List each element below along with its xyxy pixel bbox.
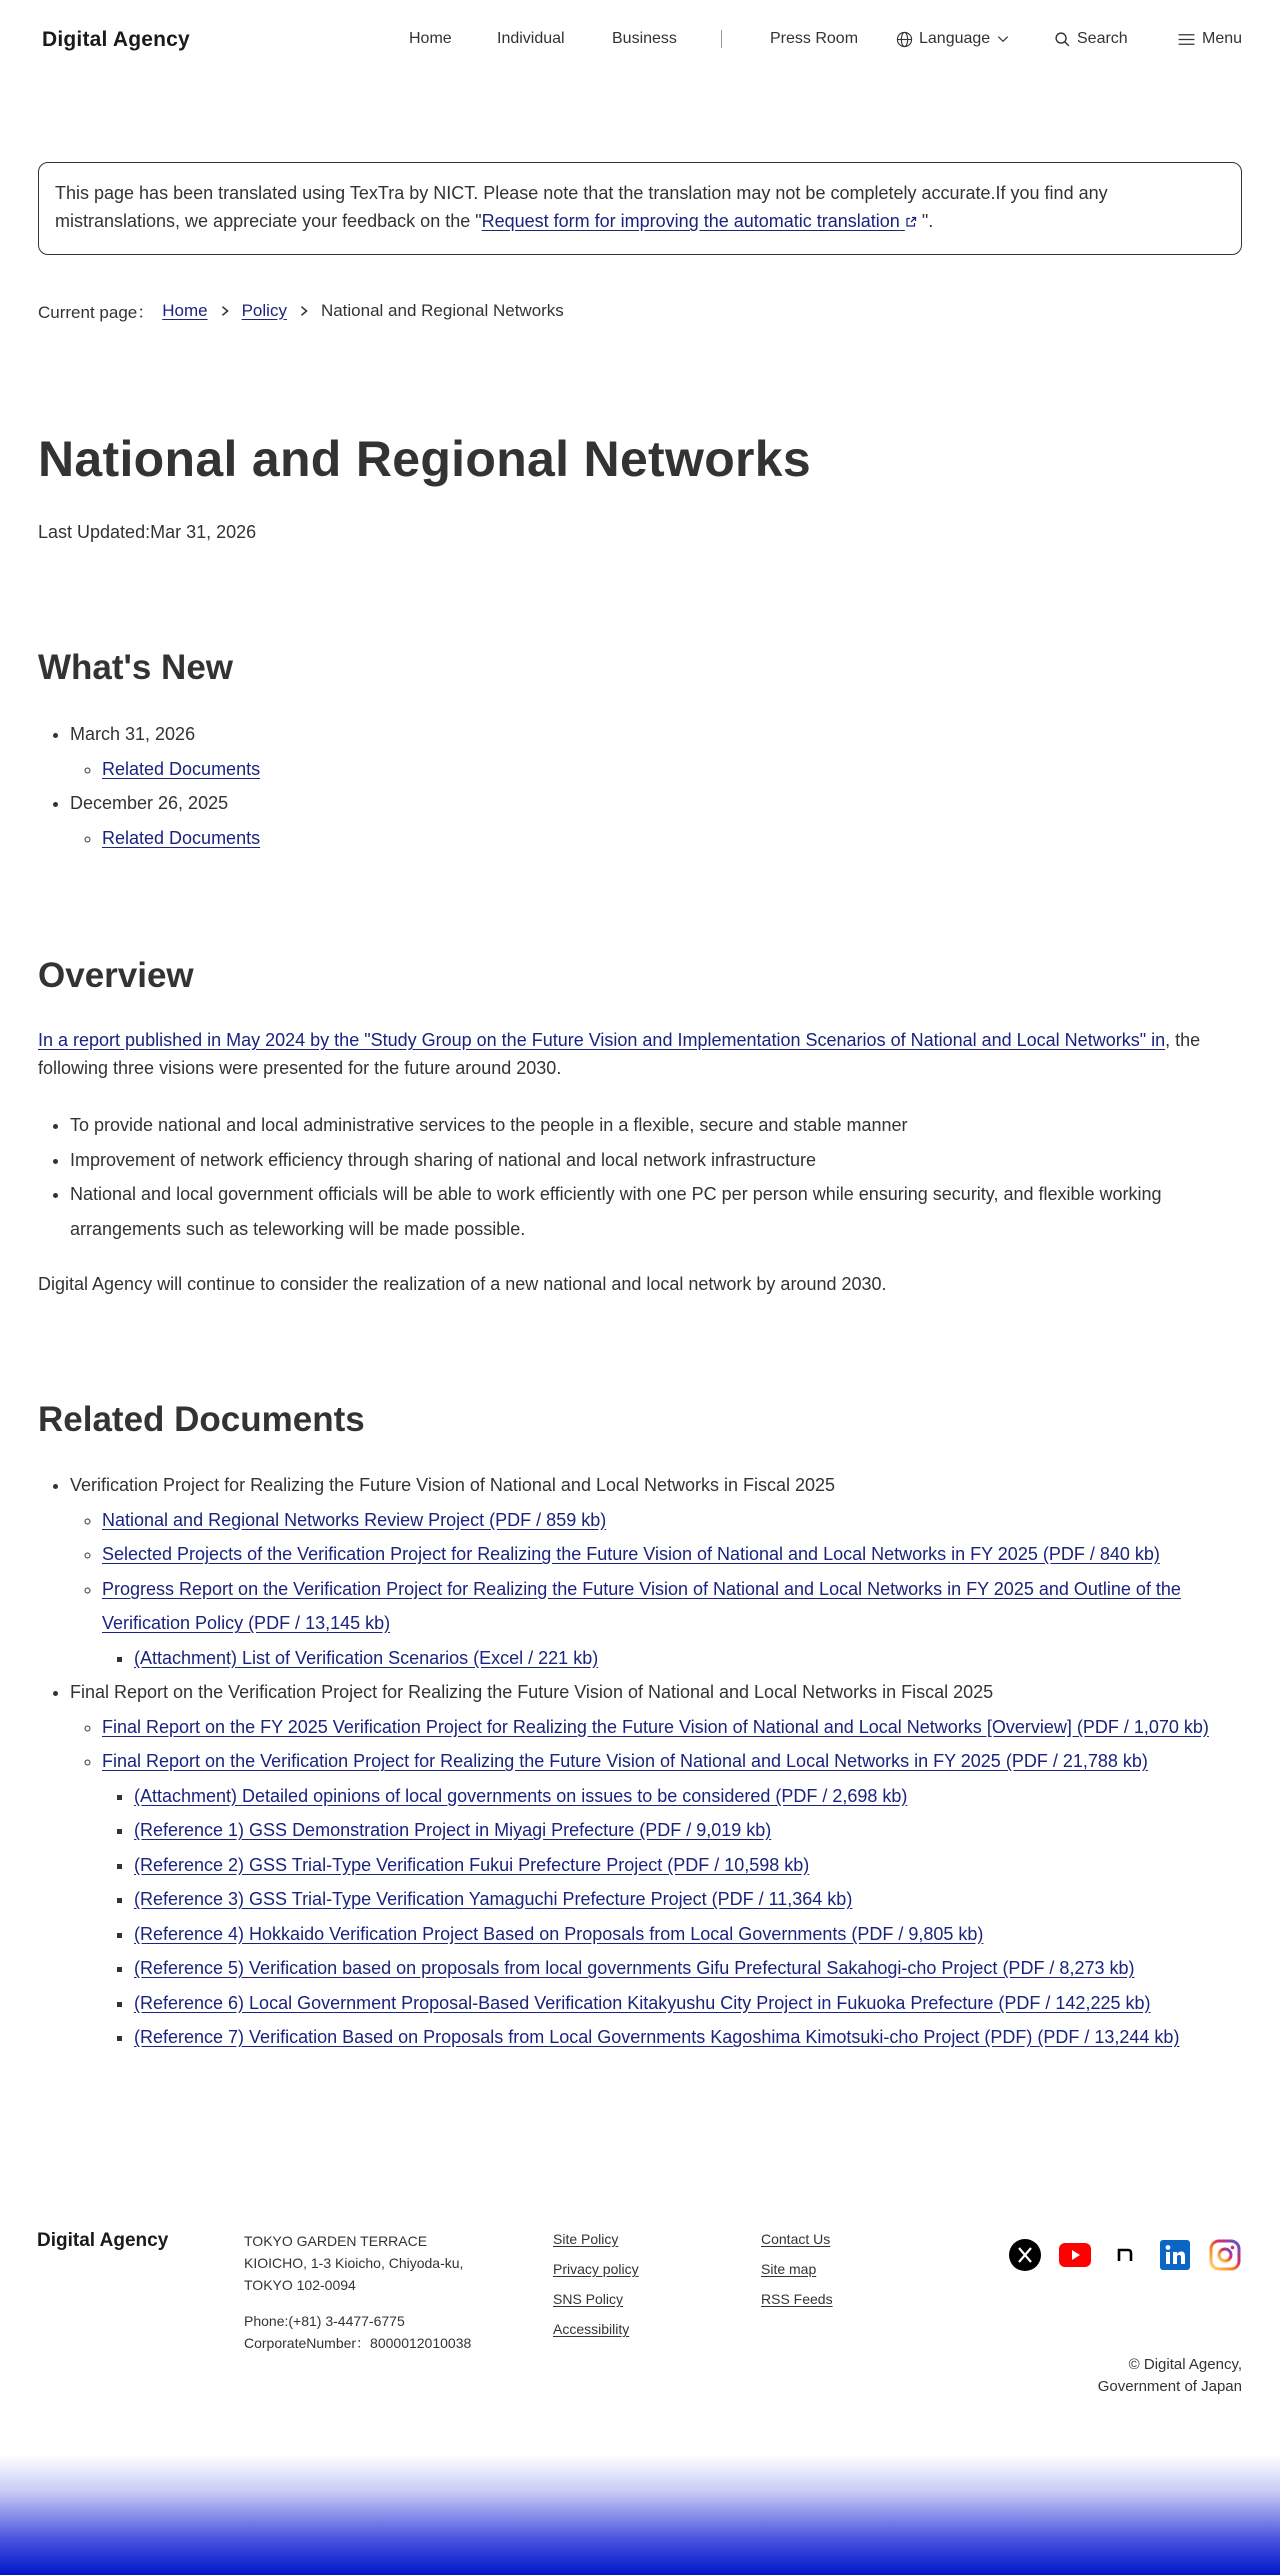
list-item — [102, 752, 260, 787]
hamburger-icon — [1177, 31, 1196, 48]
document-link[interactable]: National and Regional Networks Review Project (PDF / 859 kb) — [102, 1509, 607, 1530]
address-line: TOKYO 102-0094 — [244, 2277, 356, 2293]
footer-corporate-number: CorporateNumber：8000012010038 — [244, 2335, 472, 2351]
instagram-icon[interactable] — [1208, 2238, 1242, 2272]
overview-intro-rest: , the following three visions were presented for the future around 2030. — [38, 1030, 1201, 1078]
nav-language[interactable] — [896, 30, 1010, 48]
document-link[interactable]: (Reference 4) Hokkaido Verification Project Based on Proposals from Local Governments (PDF / 9,805 kb) — [134, 1923, 984, 1944]
list-item — [102, 1744, 1250, 2055]
list-item — [70, 1468, 1250, 1675]
address-line: KIOICHO, 1-3 Kioicho, Chiyoda-ku, — [244, 2255, 464, 2271]
doc-group-title: Final Report on the Verification Project for Realizing the Future Vision of National and Local Networks in Fiscal 2025 — [70, 1682, 994, 1702]
breadcrumb-home[interactable]: Home — [162, 300, 208, 320]
document-link[interactable]: Final Report on the Verification Project for Realizing the Future Vision of National and Local Networks in FY 2025 (PDF / 21,788 kb) — [102, 1751, 1148, 1771]
list-item — [134, 1641, 1250, 1676]
list-item — [102, 1572, 1250, 1676]
footer-link-accessibility[interactable]: Accessibility — [553, 2321, 630, 2337]
news-date: March 31, 2026 — [70, 724, 196, 744]
translation-notice — [38, 162, 1242, 255]
feedback-form-link[interactable] — [482, 211, 917, 231]
copyright-line: Government of Japan — [1097, 2378, 1242, 2395]
x-twitter-icon[interactable] — [1008, 2238, 1042, 2272]
whats-new-list — [70, 717, 260, 855]
chevron-right-icon — [220, 305, 230, 317]
footer-gradient-band — [0, 2455, 1280, 2575]
footer-link-privacy-policy[interactable]: Privacy policy — [553, 2261, 639, 2277]
last-updated: Last Updated:Mar 31, 2026 — [38, 522, 257, 542]
youtube-icon[interactable] — [1058, 2238, 1092, 2272]
news-link[interactable]: Related Documents — [102, 758, 261, 779]
main-nav — [0, 0, 1280, 80]
footer-link-contact[interactable]: Contact Us — [761, 2231, 831, 2247]
list-item — [134, 1986, 1250, 2021]
chevron-right-icon — [299, 305, 309, 317]
nav-press-room[interactable]: Press Room — [770, 30, 859, 47]
note-icon[interactable] — [1108, 2238, 1142, 2272]
breadcrumb-prefix: Current page： — [38, 303, 155, 322]
breadcrumb — [38, 298, 564, 323]
nav-menu-label: Menu — [1202, 30, 1243, 47]
notice-suffix: ". — [921, 211, 934, 231]
list-item — [102, 1503, 1250, 1538]
list-item: • National and local government officials will be able to work efficiently with one PC per person while ensuring security, and flexible working arrangements such as teleworking will be made possible. — [70, 1177, 1240, 1246]
list-item — [134, 1813, 1250, 1848]
list-item — [134, 1917, 1250, 1952]
list-item — [134, 1779, 1250, 1814]
linkedin-icon[interactable] — [1158, 2238, 1192, 2272]
footer-link-rss[interactable]: RSS Feeds — [761, 2291, 833, 2307]
notice-text: This page has been translated using TexTra by NICT. Please note that the translation may not be completely accurate.If you find any mistranslations, we appreciate your feedback on the " — [55, 183, 1108, 231]
chevron-down-icon — [996, 32, 1010, 46]
footer-links-col1 — [553, 2224, 639, 2344]
overview-visions-list — [70, 1108, 1240, 1246]
overview-intro — [38, 1026, 1248, 1082]
nav-language-label: Language — [919, 30, 991, 47]
document-link[interactable]: (Reference 3) GSS Trial-Type Verification Yamaguchi Prefecture Project (PDF / 11,364 kb) — [134, 1889, 853, 1909]
site-logo[interactable]: Digital Agency — [42, 28, 190, 51]
study-group-report-link[interactable]: In a report published in May 2024 by the "Study Group on the Future Vision and Implementation Scenarios of National and Local Networks" in — [38, 1030, 1166, 1050]
nav-search[interactable] — [1054, 30, 1128, 48]
related-documents-list — [70, 1468, 1250, 2055]
footer-logo[interactable]: Digital Agency — [37, 2230, 169, 2251]
nav-divider — [721, 30, 722, 48]
nav-business[interactable]: Business — [612, 30, 677, 47]
document-link[interactable]: (Attachment) Detailed opinions of local governments on issues to be considered (PDF / 2,698 kb) — [134, 1785, 908, 1806]
footer-address — [244, 2230, 514, 2354]
nav-individual[interactable]: Individual — [497, 30, 565, 47]
site-header — [0, 0, 1280, 80]
copyright — [1098, 2354, 1242, 2398]
list-item — [70, 786, 260, 855]
list-item — [134, 2020, 1250, 2055]
list-item — [134, 1848, 1250, 1883]
search-icon — [1054, 31, 1071, 48]
address-line: TOKYO GARDEN TERRACE — [244, 2233, 428, 2249]
document-link[interactable]: (Attachment) List of Verification Scenarios (Excel / 221 kb) — [134, 1647, 599, 1668]
breadcrumb-policy[interactable]: Policy — [241, 300, 287, 320]
feedback-form-link-label: Request form for improving the automatic translation — [481, 211, 900, 231]
list-item — [70, 717, 260, 786]
copyright-line: © Digital Agency, — [1128, 2356, 1242, 2373]
document-link[interactable]: (Reference 5) Verification based on proposals from local governments Gifu Prefectural Sakahogi-cho Project (PDF / 8,273 kb) — [134, 1958, 1135, 1978]
news-link[interactable]: Related Documents — [102, 827, 261, 848]
list-item — [102, 1710, 1250, 1745]
related-documents-heading: Related Documents — [38, 1400, 365, 1439]
footer-links-col2 — [761, 2224, 833, 2314]
document-link[interactable]: (Reference 7) Verification Based on Proposals from Local Governments Kagoshima Kimotsuki-cho Project (PDF) (PDF / 13,244 kb) — [134, 2027, 1180, 2047]
document-link[interactable]: (Reference 2) GSS Trial-Type Verification Fukui Prefecture Project (PDF / 10,598 kb) — [134, 1854, 810, 1875]
footer-link-sns-policy[interactable]: SNS Policy — [553, 2291, 624, 2307]
page-title: National and Regional Networks — [38, 431, 812, 487]
doc-group-title: Verification Project for Realizing the Future Vision of National and Local Networks in Fiscal 2025 — [70, 1475, 836, 1495]
breadcrumb-current: National and Regional Networks — [320, 300, 564, 320]
overview-heading: Overview — [38, 956, 194, 995]
list-item — [134, 1882, 1250, 1917]
external-link-icon — [905, 216, 917, 228]
whats-new-heading: What's New — [38, 648, 234, 687]
document-link[interactable]: Final Report on the FY 2025 Verification Project for Realizing the Future Vision of National and Local Networks [Overview] (PDF / 1,070 kb) — [102, 1716, 1209, 1737]
list-item — [102, 821, 260, 856]
list-item: • To provide national and local administrative services to the people in a flexible, secure and stable manner — [70, 1108, 1240, 1143]
list-item — [102, 1537, 1250, 1572]
footer-link-site-map[interactable]: Site map — [761, 2261, 817, 2277]
list-item — [70, 1675, 1250, 2055]
news-date: December 26, 2025 — [70, 793, 229, 813]
nav-home[interactable]: Home — [409, 30, 452, 47]
list-item — [134, 1951, 1250, 1986]
document-link[interactable]: Selected Projects of the Verification Project for Realizing the Future Vision of National and Local Networks in FY 2025 (PDF / 840 kb) — [102, 1544, 1160, 1564]
overview-closing: Digital Agency will continue to consider the realization of a new national and local network by around 2030. — [38, 1274, 887, 1294]
document-link[interactable]: (Reference 6) Local Government Proposal-Based Verification Kitakyushu City Project in Fukuoka Prefecture (PDF / 142,225 kb) — [134, 1992, 1151, 2013]
nav-menu[interactable] — [1177, 30, 1242, 48]
document-link[interactable]: (Reference 1) GSS Demonstration Project in Miyagi Prefecture (PDF / 9,019 kb) — [134, 1820, 772, 1840]
list-item: • Improvement of network efficiency through sharing of national and local network infrastructure — [70, 1143, 1240, 1178]
globe-icon — [896, 31, 913, 48]
footer-phone: Phone:(+81) 3-4477-6775 — [244, 2313, 405, 2329]
footer-link-site-policy[interactable]: Site Policy — [553, 2231, 619, 2247]
nav-search-label: Search — [1077, 30, 1128, 47]
social-links — [1008, 2238, 1242, 2272]
document-link[interactable]: Progress Report on the Verification Project for Realizing the Future Vision of National and Local Networks in FY 2025 and Outline of the Verification Policy (PDF / 13,145 kb) — [102, 1578, 1181, 1633]
